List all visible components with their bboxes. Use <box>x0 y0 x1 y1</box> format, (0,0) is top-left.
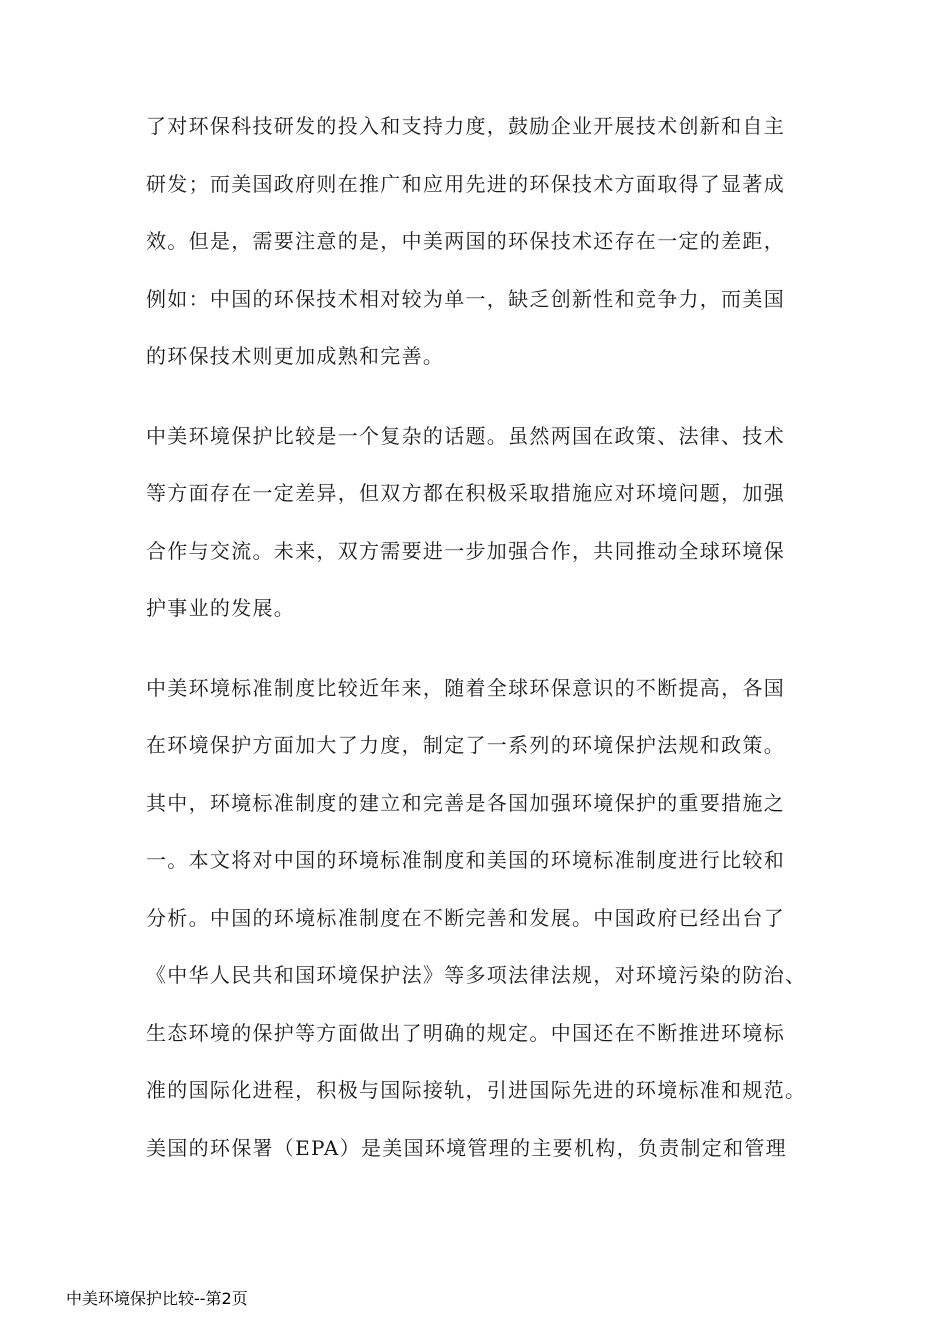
text-line: 了对环保科技研发的投入和支持力度，鼓励企业开展技术创新和自主 <box>146 114 785 138</box>
text-line: 美国的环保署（EPA）是美国环境管理的主要机构，负责制定和管理 <box>146 1135 787 1160</box>
text-line: 的环保技术则更加成熟和完善。 <box>146 344 445 368</box>
text-line: 中美环境保护比较是一个复杂的话题。虽然两国在政策、法律、技术 <box>146 423 785 448</box>
text-line: 《中华人民共和国环境保护法》等多项法律法规，对环境污染的防治、 <box>146 963 806 987</box>
text-line: 等方面存在一定差异，但双方都在积极采取措施应对环境问题，加强 <box>146 481 785 505</box>
page-footer: 中美环境保护比较--第2页 <box>66 1289 248 1308</box>
paragraph-spacer <box>146 643 806 665</box>
paragraph-2 <box>146 413 806 643</box>
paragraph-spacer <box>146 391 806 413</box>
text-line: 生态环境的保护等方面做出了明确的规定。中国还在不断推进环境标 <box>146 1020 785 1045</box>
text-line: 例如：中国的环保技术相对较为单一，缺乏创新性和竞争力，而美国 <box>146 286 785 311</box>
paragraph-1 <box>146 103 806 391</box>
text-line: 效。但是，需要注意的是，中美两国的环保技术还存在一定的差距， <box>146 229 785 253</box>
paragraph-3 <box>146 665 806 1183</box>
text-line: 护事业的发展。 <box>146 596 296 620</box>
text-line: 准的国际化进程，积极与国际接轨，引进国际先进的环境标准和规范。 <box>146 1078 806 1102</box>
text-line: 分析。中国的环境标准制度在不断完善和发展。中国政府已经出台了 <box>146 905 785 930</box>
text-line: 在环境保护方面加大了力度，制定了一系列的环境保护法规和政策。 <box>146 733 785 757</box>
text-line: 其中，环境标准制度的建立和完善是各国加强环境保护的重要措施之 <box>146 790 785 815</box>
text-line: 合作与交流。未来，双方需要进一步加强合作，共同推动全球环境保 <box>146 538 785 563</box>
text-line: 中美环境标准制度比较近年来，随着全球环保意识的不断提高，各国 <box>146 675 785 700</box>
text-line: 一。本文将对中国的环境标准制度和美国的环境标准制度进行比较和 <box>146 848 785 872</box>
text-line: 研发；而美国政府则在推广和应用先进的环保技术方面取得了显著成 <box>146 171 785 196</box>
document-body <box>146 103 806 1182</box>
